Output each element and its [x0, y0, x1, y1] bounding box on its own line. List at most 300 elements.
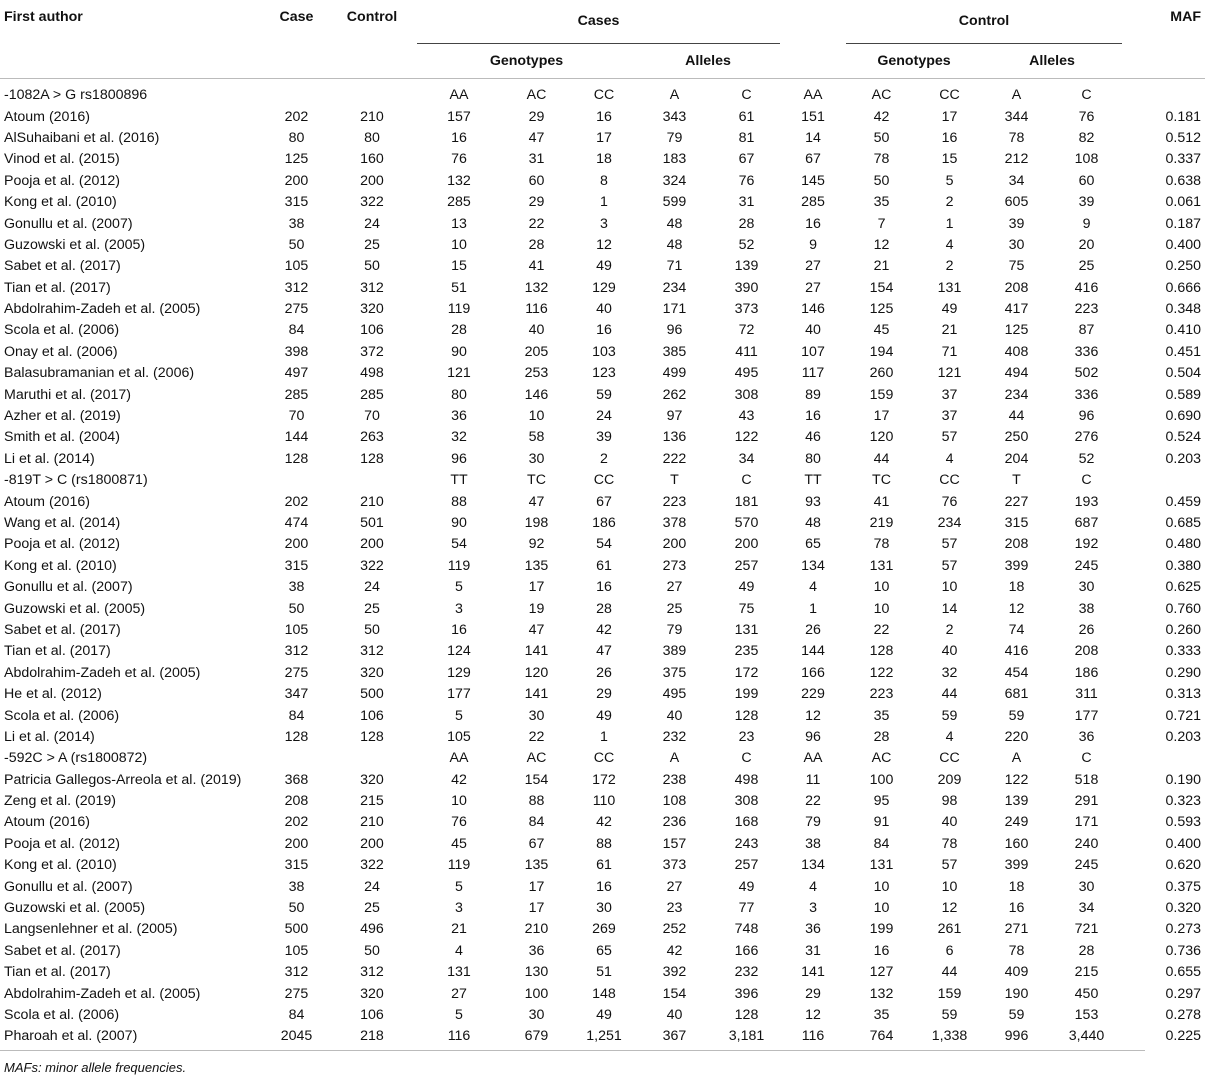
table-row: [0, 320, 1205, 341]
control-cell: 372: [360, 343, 384, 360]
maf-cell: 0.225: [1165, 1028, 1202, 1045]
cases-genotype-cell: 21: [451, 921, 467, 938]
genotype-label: AC: [526, 87, 547, 104]
table-row: [0, 427, 1205, 448]
control-genotype-cell: 28: [873, 728, 890, 745]
control-cell: 312: [360, 964, 384, 981]
section-label: -592C > A (rs1800872): [4, 750, 148, 767]
control-cell: 322: [360, 194, 384, 211]
cases-genotype-cell: 27: [451, 985, 467, 1002]
section-row: [0, 748, 1205, 769]
cases-genotype-cell: 13: [451, 215, 467, 232]
control-genotype-cell: 1: [809, 600, 817, 617]
cases-genotype-cell: 88: [451, 493, 467, 510]
cases-genotype-cell: 157: [447, 108, 471, 125]
control-cell: 320: [360, 771, 384, 788]
cases-allele-cell: 181: [734, 493, 759, 510]
cases-allele-cell: 232: [734, 964, 759, 981]
control-cell: 320: [360, 985, 384, 1002]
author-cell: Kong et al. (2010): [4, 194, 117, 211]
author-cell: Pharoah et al. (2007): [4, 1028, 138, 1045]
case-cell: 312: [284, 964, 309, 981]
genotype-label: TC: [527, 472, 546, 489]
control-allele-cell: 87: [1078, 322, 1095, 339]
control-cell: 106: [360, 1006, 384, 1023]
cases-genotype-cell: 54: [596, 536, 612, 553]
maf-cell: 0.685: [1165, 515, 1202, 531]
cases-genotype-cell: 84: [528, 814, 545, 831]
author-cell: Scola et al. (2006): [4, 1006, 120, 1023]
table-row: [0, 876, 1205, 897]
maf-cell: 0.400: [1165, 835, 1202, 852]
control-allele-cell: 38: [1078, 600, 1095, 617]
author-cell: Kong et al. (2010): [4, 557, 117, 574]
control-allele-cell: 18: [1008, 579, 1025, 596]
control-cell: 322: [360, 557, 384, 574]
control-allele-cell: 26: [1078, 621, 1095, 638]
cases-genotype-cell: 3: [600, 215, 608, 232]
cases-allele-cell: 40: [666, 1006, 683, 1023]
control-allele-cell: 39: [1078, 194, 1095, 211]
control-allele-cell: 416: [1074, 279, 1099, 296]
cases-genotype-cell: 61: [596, 857, 612, 874]
control-cell: 320: [360, 301, 384, 318]
control-allele-cell: 52: [1078, 450, 1095, 467]
case-cell: 144: [284, 429, 309, 446]
control-genotype-cell: 117: [801, 365, 825, 382]
cases-genotype-cell: 80: [451, 386, 467, 403]
cases-genotype-cell: 679: [524, 1028, 549, 1045]
control-allele-cell: 336: [1074, 386, 1099, 403]
genotype-label: CC: [939, 87, 960, 104]
control-genotype-cell: 11: [805, 771, 821, 788]
cases-allele-cell: 252: [662, 921, 687, 938]
cases-genotype-cell: 49: [596, 1006, 612, 1023]
control-genotype-cell: 98: [941, 793, 958, 810]
control-genotype-cell: 141: [801, 964, 825, 981]
author-cell: Li et al. (2014): [4, 728, 95, 745]
case-cell: 128: [284, 450, 309, 467]
table-row: [0, 662, 1205, 683]
control-allele-cell: 687: [1074, 515, 1099, 531]
control-genotype-cell: 6: [945, 942, 954, 959]
control-cell: 24: [364, 878, 380, 895]
cases-genotype-cell: 16: [596, 878, 612, 895]
control-allele-cell: 212: [1004, 151, 1029, 168]
case-cell: 128: [284, 728, 309, 745]
case-cell: 208: [284, 793, 309, 810]
control-allele-cell: 96: [1078, 408, 1095, 425]
cases-allele-cell: 308: [734, 386, 759, 403]
control-genotype-cell: 35: [873, 194, 890, 211]
maf-cell: 0.512: [1165, 129, 1202, 146]
control-genotype-cell: 84: [873, 835, 890, 852]
author-cell: Wang et al. (2014): [4, 515, 121, 531]
control-allele-cell: 315: [1004, 515, 1029, 531]
control-allele-cell: 344: [1004, 108, 1029, 125]
control-genotype-cell: 10: [873, 900, 890, 917]
cases-genotype-cell: 76: [451, 151, 467, 168]
case-cell: 200: [284, 835, 309, 852]
cases-allele-cell: 96: [666, 322, 683, 339]
author-cell: Atoum (2016): [4, 493, 90, 510]
control-allele-cell: 204: [1004, 450, 1029, 467]
control-allele-cell: 223: [1074, 301, 1099, 318]
maf-cell: 0.721: [1165, 707, 1202, 724]
table-row: [0, 940, 1205, 961]
cases-genotype-cell: 5: [455, 579, 463, 596]
cases-genotype-cell: 253: [524, 365, 549, 382]
author-cell: Abdolrahim-Zadeh et al. (2005): [4, 985, 201, 1002]
case-cell: 84: [288, 1006, 305, 1023]
cases-genotype-cell: 51: [451, 279, 467, 296]
cases-genotype-cell: 90: [451, 343, 467, 360]
table-row: [0, 277, 1205, 298]
genotype-label: AA: [449, 87, 469, 104]
control-allele-cell: 82: [1078, 129, 1095, 146]
control-allele-cell: 12: [1008, 600, 1025, 617]
control-genotype-cell: 223: [869, 686, 894, 703]
cases-allele-cell: 28: [738, 215, 755, 232]
control-genotype-cell: 3: [809, 900, 817, 917]
cases-allele-cell: 52: [738, 236, 755, 253]
cases-genotype-cell: 30: [528, 450, 545, 467]
control-genotype-cell: 40: [805, 322, 821, 339]
cases-genotype-cell: 3: [455, 900, 463, 917]
cases-genotype-cell: 116: [447, 1028, 471, 1045]
cases-allele-cell: 389: [662, 643, 687, 660]
control-genotype-cell: 32: [941, 664, 958, 681]
cases-alleles-header: Alleles: [636, 43, 780, 78]
control-genotype-cell: 46: [805, 429, 821, 446]
control-cell: 210: [360, 814, 384, 831]
control-allele-cell: 502: [1074, 365, 1099, 382]
control-genotype-cell: 10: [873, 878, 890, 895]
table-row: [0, 812, 1205, 833]
cases-allele-cell: 49: [738, 579, 755, 596]
cases-allele-cell: 378: [662, 515, 687, 531]
control-allele-cell: 215: [1074, 964, 1099, 981]
cases-genotype-cell: 40: [596, 301, 612, 318]
cases-genotype-cell: 60: [528, 172, 545, 189]
control-allele-cell: 60: [1078, 172, 1095, 189]
case-cell: 50: [288, 236, 305, 253]
control-allele-cell: 153: [1074, 1006, 1099, 1023]
case-cell: 38: [288, 215, 305, 232]
cases-allele-cell: 385: [662, 343, 687, 360]
control-cell: 218: [360, 1028, 384, 1045]
author-cell: Patricia Gallegos-Arreola et al. (2019): [4, 771, 242, 788]
control-genotype-cell: 260: [869, 365, 894, 382]
cases-allele-cell: 375: [662, 664, 687, 681]
cases-genotype-cell: 121: [447, 365, 471, 382]
genotype-label: AA: [803, 750, 823, 767]
control-genotype-cell: 59: [941, 707, 958, 724]
author-cell: Sabet et al. (2017): [4, 942, 121, 959]
cases-allele-cell: 48: [666, 215, 683, 232]
control-allele-cell: 408: [1004, 343, 1029, 360]
control-allele-cell: 291: [1074, 793, 1099, 810]
control-genotype-cell: 80: [805, 450, 821, 467]
cases-genotype-cell: 29: [528, 194, 545, 211]
cases-group-header: Cases: [417, 0, 780, 43]
control-allele-cell: 250: [1004, 429, 1029, 446]
control-genotype-cell: 219: [869, 515, 894, 531]
cases-allele-cell: 139: [734, 258, 759, 275]
genotype-label: TT: [450, 472, 468, 489]
author-cell: Atoum (2016): [4, 814, 90, 831]
author-cell: Langsenlehner et al. (2005): [4, 921, 178, 938]
author-cell: Sabet et al. (2017): [4, 621, 121, 638]
control-allele-cell: 16: [1008, 900, 1025, 917]
cases-allele-cell: 131: [734, 621, 759, 638]
control-allele-cell: 78: [1008, 942, 1025, 959]
table-row: [0, 769, 1205, 790]
cases-genotype-cell: 5: [455, 1006, 463, 1023]
control-allele-cell: 399: [1004, 557, 1029, 574]
table-row: [0, 919, 1205, 940]
cases-genotype-cell: 116: [525, 301, 548, 318]
control-genotype-cell: 234: [937, 515, 962, 531]
control-genotype-cell: 4: [945, 728, 954, 745]
cases-genotype-cell: 103: [592, 343, 616, 360]
maf-cell: 0.190: [1165, 771, 1202, 788]
cases-genotype-cell: 47: [528, 129, 545, 146]
control-genotype-cell: 79: [805, 814, 821, 831]
cases-genotype-cell: 17: [528, 878, 545, 895]
author-cell: Pooja et al. (2012): [4, 835, 120, 852]
cases-genotype-cell: 129: [592, 279, 616, 296]
cases-genotypes-header: Genotypes: [417, 43, 636, 78]
genotype-label: AC: [871, 750, 892, 767]
maf-cell: 0.273: [1165, 921, 1202, 938]
cases-allele-cell: 122: [734, 429, 759, 446]
control-allele-cell: 227: [1004, 493, 1029, 510]
control-genotype-cell: 145: [801, 172, 825, 189]
cases-genotype-cell: 92: [528, 536, 545, 553]
cases-genotype-cell: 16: [596, 579, 612, 596]
control-genotype-cell: 128: [869, 643, 894, 660]
cases-allele-cell: 61: [738, 108, 755, 125]
cases-allele-cell: 157: [662, 835, 687, 852]
maf-cell: 0.655: [1165, 964, 1202, 981]
case-cell: 315: [284, 194, 309, 211]
table-row: [0, 641, 1205, 662]
author-cell: Onay et al. (2006): [4, 343, 118, 360]
control-genotype-cell: 122: [869, 664, 894, 681]
control-cell: 312: [360, 279, 384, 296]
cases-genotype-cell: 39: [596, 429, 612, 446]
author-cell: Guzowski et al. (2005): [4, 900, 146, 917]
maf-cell: 0.451: [1165, 343, 1202, 360]
case-cell: 368: [284, 771, 309, 788]
maf-cell: 0.524: [1165, 429, 1202, 446]
cases-allele-cell: 495: [734, 365, 759, 382]
maf-cell: 0.260: [1165, 621, 1202, 638]
genotype-label: AC: [526, 750, 547, 767]
footnote: [0, 1050, 1145, 1077]
control-genotype-cell: 10: [873, 600, 890, 617]
table-row: [0, 170, 1205, 191]
cases-genotype-cell: 205: [524, 343, 549, 360]
cases-genotype-cell: 141: [524, 643, 549, 660]
cases-genotype-cell: 16: [451, 129, 467, 146]
control-cell: 200: [360, 536, 384, 553]
cases-genotype-cell: 22: [528, 215, 545, 232]
cases-genotype-cell: 76: [451, 814, 467, 831]
control-genotype-cell: 48: [805, 515, 821, 531]
cases-allele-cell: 343: [662, 108, 687, 125]
control-cell: 496: [360, 921, 384, 938]
control-genotype-cell: 36: [805, 921, 821, 938]
table-row: [0, 213, 1205, 234]
maf-cell: 0.297: [1165, 985, 1202, 1002]
cases-allele-cell: 234: [662, 279, 687, 296]
author-cell: Sabet et al. (2017): [4, 258, 121, 275]
control-allele-cell: 25: [1078, 258, 1095, 275]
cases-allele-cell: 499: [662, 365, 687, 382]
control-cell: 320: [360, 664, 384, 681]
case-cell: 80: [288, 129, 305, 146]
control-allele-cell: 681: [1004, 686, 1029, 703]
cases-allele-cell: 257: [734, 857, 759, 874]
case-cell: 50: [288, 900, 305, 917]
control-genotype-cell: 78: [941, 835, 958, 852]
control-allele-cell: 186: [1074, 664, 1099, 681]
control-cell: 200: [360, 835, 384, 852]
maf-cell: 0.459: [1165, 493, 1202, 510]
cases-allele-cell: 42: [666, 942, 683, 959]
cases-genotype-cell: 22: [528, 728, 545, 745]
case-cell: 315: [284, 857, 309, 874]
control-allele-cell: 409: [1004, 964, 1029, 981]
cases-allele-cell: 748: [734, 921, 759, 938]
case-cell: 398: [284, 343, 309, 360]
cases-allele-cell: 23: [738, 728, 755, 745]
case-cell: 347: [284, 686, 309, 703]
cases-genotype-cell: 30: [596, 900, 612, 917]
author-cell: Tian et al. (2017): [4, 279, 111, 296]
control-genotype-cell: 151: [801, 108, 825, 125]
cases-genotype-cell: 28: [596, 600, 612, 617]
maf-cell: 0.181: [1165, 108, 1202, 125]
cases-allele-cell: 308: [734, 793, 759, 810]
author-cell: Atoum (2016): [4, 108, 90, 125]
cases-genotype-cell: 15: [451, 258, 467, 275]
control-genotype-cell: 78: [873, 151, 890, 168]
author-cell: Scola et al. (2006): [4, 707, 120, 724]
control-genotype-cell: 22: [805, 793, 821, 810]
cases-genotype-cell: 17: [528, 900, 545, 917]
table-row: [0, 833, 1205, 854]
table-row: [0, 384, 1205, 405]
author-cell: Maruthi et al. (2017): [4, 386, 131, 403]
control-allele-cell: 721: [1074, 921, 1099, 938]
cases-allele-cell: 128: [734, 707, 759, 724]
cases-allele-cell: 373: [662, 857, 687, 874]
control-genotype-cell: 12: [941, 900, 958, 917]
table-row: [0, 598, 1205, 619]
cases-genotype-cell: 17: [528, 579, 545, 596]
cases-allele-cell: 77: [738, 900, 755, 917]
cases-genotype-cell: 51: [596, 964, 612, 981]
control-genotype-cell: 29: [805, 985, 821, 1002]
control-genotype-cell: 116: [801, 1028, 825, 1045]
cases-genotype-cell: 130: [524, 964, 549, 981]
control-cell: 106: [360, 322, 384, 339]
table-row: [0, 855, 1205, 876]
author-cell: Guzowski et al. (2005): [4, 600, 146, 617]
control-allele-cell: 139: [1004, 793, 1029, 810]
control-genotype-cell: 2: [945, 194, 954, 211]
table-row: [0, 127, 1205, 148]
allele-label: T: [670, 472, 679, 489]
cases-genotype-cell: 28: [528, 236, 545, 253]
maf-header: MAF: [1170, 9, 1202, 25]
control-genotype-cell: 2: [945, 258, 954, 275]
control-genotype-cell: 38: [805, 835, 821, 852]
maf-cell: 0.638: [1165, 172, 1202, 189]
control-genotype-cell: 57: [941, 557, 958, 574]
cases-genotype-cell: 19: [528, 600, 545, 617]
cases-allele-cell: 199: [734, 686, 759, 703]
cases-allele-cell: 223: [662, 493, 687, 510]
maf-cell: 0.480: [1165, 536, 1202, 553]
section-row: [0, 470, 1205, 491]
case-cell: 497: [284, 365, 309, 382]
case-cell: 202: [284, 814, 309, 831]
control-genotype-cell: 10: [941, 878, 958, 895]
cases-genotype-cell: 16: [451, 621, 467, 638]
cases-allele-cell: 79: [666, 621, 683, 638]
table-row: [0, 576, 1205, 597]
control-genotype-cell: 93: [805, 493, 821, 510]
cases-genotype-cell: 58: [528, 429, 545, 446]
control-cell: 128: [360, 728, 384, 745]
control-cell: 210: [360, 108, 384, 125]
control-genotype-cell: 35: [873, 1006, 890, 1023]
cases-genotype-cell: 10: [451, 793, 467, 810]
cases-genotype-cell: 132: [447, 172, 471, 189]
cases-allele-cell: 97: [666, 408, 683, 425]
control-genotype-cell: 96: [805, 728, 821, 745]
case-cell: 275: [284, 985, 309, 1002]
control-genotype-cell: 134: [801, 557, 825, 574]
control-genotype-cell: 71: [941, 343, 958, 360]
cases-allele-cell: 108: [662, 793, 687, 810]
control-allele-cell: 122: [1004, 771, 1029, 788]
author-cell: He et al. (2012): [4, 686, 102, 703]
control-allele-cell: 417: [1004, 301, 1029, 318]
control-allele-cell: 34: [1008, 172, 1025, 189]
control-genotype-cell: 120: [869, 429, 894, 446]
control-cell: 106: [360, 707, 384, 724]
case-cell: 84: [288, 322, 305, 339]
control-genotype-cell: 194: [869, 343, 894, 360]
case-cell: 84: [288, 707, 305, 724]
control-alleles-header: Alleles: [982, 43, 1122, 78]
table-row: [0, 555, 1205, 576]
cases-allele-cell: 200: [734, 536, 759, 553]
control-allele-cell: 399: [1004, 857, 1029, 874]
control-genotype-cell: 144: [801, 643, 825, 660]
allele-label: C: [1081, 472, 1092, 489]
control-genotype-cell: 57: [941, 857, 958, 874]
cases-genotype-cell: 29: [596, 686, 612, 703]
case-cell: 312: [284, 643, 309, 660]
genotype-label: AC: [871, 87, 892, 104]
table-row: [0, 790, 1205, 811]
